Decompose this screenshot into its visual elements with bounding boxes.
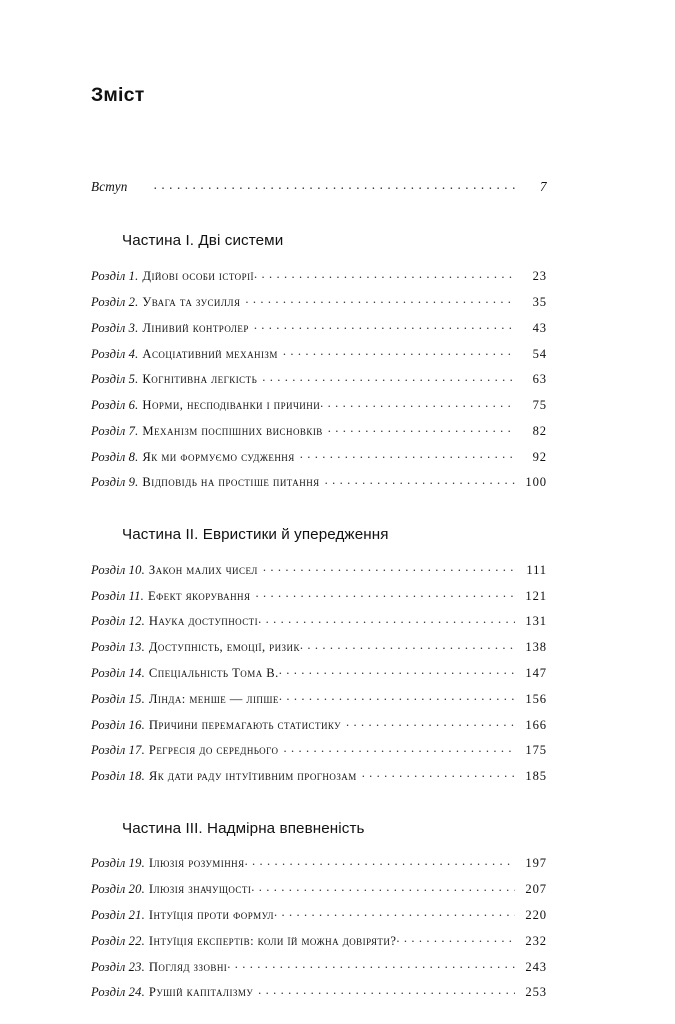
- chapter-page-number: 207: [525, 882, 547, 897]
- chapter-title: Закон малих чисел: [148, 562, 258, 577]
- chapter-page-number: 131: [525, 614, 547, 629]
- chapter-page-number: 92: [532, 449, 547, 464]
- chapter-title: Дійові особи історії: [142, 269, 254, 284]
- chapter-page-number: 147: [525, 665, 547, 680]
- dot-leader: [279, 664, 515, 677]
- entry-page-number: 7: [540, 179, 547, 195]
- dot-leader: [328, 422, 515, 435]
- dot-leader: [279, 690, 515, 703]
- chapter-title: Механізм поспішних висновків: [142, 423, 323, 438]
- toc-entry-chapter[interactable]: [91, 422, 547, 437]
- entry-title: Вступ: [91, 179, 128, 195]
- chapter-title: Лінда: менше — ліпше: [148, 691, 279, 706]
- dot-leader: [254, 268, 515, 281]
- chapter-label: Розділ 10.: [91, 562, 145, 577]
- dot-leader: [154, 178, 515, 191]
- toc-entry-chapter[interactable]: [91, 613, 547, 628]
- toc-entry-chapter[interactable]: [91, 268, 547, 283]
- dot-leader: [274, 906, 515, 919]
- chapter-label: Розділ 14.: [91, 665, 145, 680]
- chapter-title: Наука доступності: [148, 614, 259, 629]
- chapter-title: Спеціальність Тома В.: [148, 665, 279, 680]
- chapter-title: Асоціативний механізм: [142, 346, 278, 361]
- dot-leader: [255, 587, 515, 600]
- toc-part-section: [91, 233, 547, 489]
- toc-entry-chapter[interactable]: [91, 958, 547, 973]
- dot-leader: [245, 293, 515, 306]
- toc-entry-chapter[interactable]: [91, 293, 547, 308]
- chapter-page-number: 185: [525, 769, 547, 784]
- toc-entry-chapter[interactable]: [91, 906, 547, 921]
- chapter-label: Розділ 13.: [91, 640, 145, 655]
- chapter-label: Розділ 20.: [91, 882, 145, 897]
- chapter-page-number: 175: [525, 743, 547, 758]
- chapter-title: Ілюзія розуміння: [148, 856, 245, 871]
- toc-entry-chapter[interactable]: [91, 371, 547, 386]
- toc-entry-chapter[interactable]: [91, 690, 547, 705]
- chapter-page-number: 100: [525, 475, 547, 490]
- chapter-label: Розділ 17.: [91, 743, 145, 758]
- chapter-label: Розділ 22.: [91, 933, 145, 948]
- chapter-label: Розділ 16.: [91, 717, 145, 732]
- chapter-page-number: 35: [532, 294, 547, 309]
- chapter-title: Ефект якорування: [147, 588, 251, 603]
- dot-leader: [362, 767, 515, 780]
- chapter-title: Як ми формуємо судження: [142, 449, 295, 464]
- page-title: Зміст: [91, 84, 145, 106]
- chapter-title: Відповідь на простіше питання: [142, 475, 320, 490]
- dot-leader: [283, 345, 515, 358]
- chapter-page-number: 75: [532, 398, 547, 413]
- chapter-title: Рушій капіталізму: [148, 985, 254, 1000]
- dot-leader: [325, 474, 515, 487]
- chapter-label: Розділ 7.: [91, 423, 139, 438]
- chapter-title: Лінивий контролер: [142, 320, 249, 335]
- toc-entry-chapter[interactable]: [91, 984, 547, 999]
- chapter-title: Доступність, емоції, ризик: [148, 640, 300, 655]
- chapter-title: Когнітивна легкість: [142, 372, 258, 387]
- chapter-label: Розділ 12.: [91, 614, 145, 629]
- dot-leader: [258, 984, 515, 997]
- chapter-label: Розділ 6.: [91, 398, 139, 413]
- toc-entry-chapter[interactable]: [91, 474, 547, 489]
- chapter-page-number: 166: [525, 717, 547, 732]
- part-heading: Частина I. Дві системи: [122, 232, 284, 250]
- chapter-label: Розділ 11.: [91, 588, 144, 603]
- chapter-label: Розділ 23.: [91, 959, 145, 974]
- chapter-page-number: 111: [526, 562, 547, 577]
- dot-leader: [300, 448, 515, 461]
- chapter-label: Розділ 5.: [91, 372, 139, 387]
- toc-entry-chapter[interactable]: [91, 742, 547, 757]
- chapter-page-number: 43: [532, 320, 547, 335]
- chapter-label: Розділ 8.: [91, 449, 139, 464]
- chapter-page-number: 121: [525, 588, 547, 603]
- dot-leader: [396, 932, 515, 945]
- toc-entry-chapter[interactable]: [91, 855, 547, 870]
- dot-leader: [227, 958, 515, 971]
- chapter-title: Ілюзія значущості: [148, 882, 252, 897]
- chapter-title: Причини перемагають статистику: [148, 717, 341, 732]
- chapter-page-number: 156: [525, 691, 547, 706]
- dot-leader: [320, 397, 515, 410]
- toc-entry-chapter[interactable]: [91, 397, 547, 412]
- chapter-page-number: 82: [532, 423, 547, 438]
- chapter-title: Інтуїція експертів: коли їй можна довіряти?: [148, 933, 397, 948]
- part-heading: Частина III. Надмірна впевненість: [122, 819, 365, 837]
- toc-entry-chapter[interactable]: [91, 932, 547, 947]
- chapter-label: Розділ 18.: [91, 769, 145, 784]
- chapter-label: Розділ 24.: [91, 985, 145, 1000]
- toc-entry-chapter[interactable]: [91, 561, 547, 576]
- chapter-page-number: 23: [532, 269, 547, 284]
- dot-leader: [284, 742, 516, 755]
- toc-entry-front-matter[interactable]: [91, 178, 547, 193]
- chapter-page-number: 138: [525, 640, 547, 655]
- part-heading: Частина II. Евристики й упередження: [122, 526, 389, 544]
- toc-entry-chapter[interactable]: [91, 767, 547, 782]
- chapter-page-number: 220: [525, 908, 547, 923]
- dot-leader: [245, 855, 515, 868]
- toc-entry-chapter[interactable]: [91, 664, 547, 679]
- dot-leader: [300, 639, 515, 652]
- chapter-label: Розділ 3.: [91, 320, 139, 335]
- chapter-label: Розділ 19.: [91, 856, 145, 871]
- toc-part-section: [91, 527, 547, 783]
- chapter-title: Регресія до середнього: [148, 743, 279, 758]
- chapter-label: Розділ 4.: [91, 346, 139, 361]
- dot-leader: [254, 319, 515, 332]
- toc-entry-chapter[interactable]: [91, 881, 547, 896]
- toc-entry-chapter[interactable]: [91, 345, 547, 360]
- chapter-title: Норми, несподіванки і причини: [142, 398, 321, 413]
- chapter-title: Як дати раду інтуїтивним прогнозам: [148, 769, 357, 784]
- chapter-label: Розділ 9.: [91, 475, 139, 490]
- toc-content: [91, 178, 547, 999]
- dot-leader: [258, 613, 515, 626]
- chapter-label: Розділ 21.: [91, 908, 145, 923]
- chapter-title: Увага та зусилля: [142, 294, 241, 309]
- chapter-page-number: 63: [532, 372, 547, 387]
- chapter-label: Розділ 1.: [91, 269, 139, 284]
- dot-leader: [262, 371, 515, 384]
- chapter-label: Розділ 2.: [91, 294, 139, 309]
- dot-leader: [263, 561, 515, 574]
- chapter-page-number: 232: [525, 933, 547, 948]
- chapter-page-number: 197: [525, 856, 547, 871]
- chapter-title: Погляд ззовні: [148, 959, 228, 974]
- toc-entry-chapter[interactable]: [91, 639, 547, 654]
- chapter-label: Розділ 15.: [91, 691, 145, 706]
- toc-entry-chapter[interactable]: [91, 448, 547, 463]
- toc-entry-chapter[interactable]: [91, 587, 547, 602]
- toc-entry-chapter[interactable]: [91, 319, 547, 334]
- dot-leader: [251, 881, 515, 894]
- toc-part-section: [91, 821, 547, 999]
- chapter-page-number: 243: [525, 959, 547, 974]
- chapter-page-number: 54: [532, 346, 547, 361]
- chapter-title: Інтуїція проти формул: [148, 908, 274, 923]
- dot-leader: [346, 716, 515, 729]
- chapter-page-number: 253: [525, 985, 547, 1000]
- toc-entry-chapter[interactable]: [91, 716, 547, 731]
